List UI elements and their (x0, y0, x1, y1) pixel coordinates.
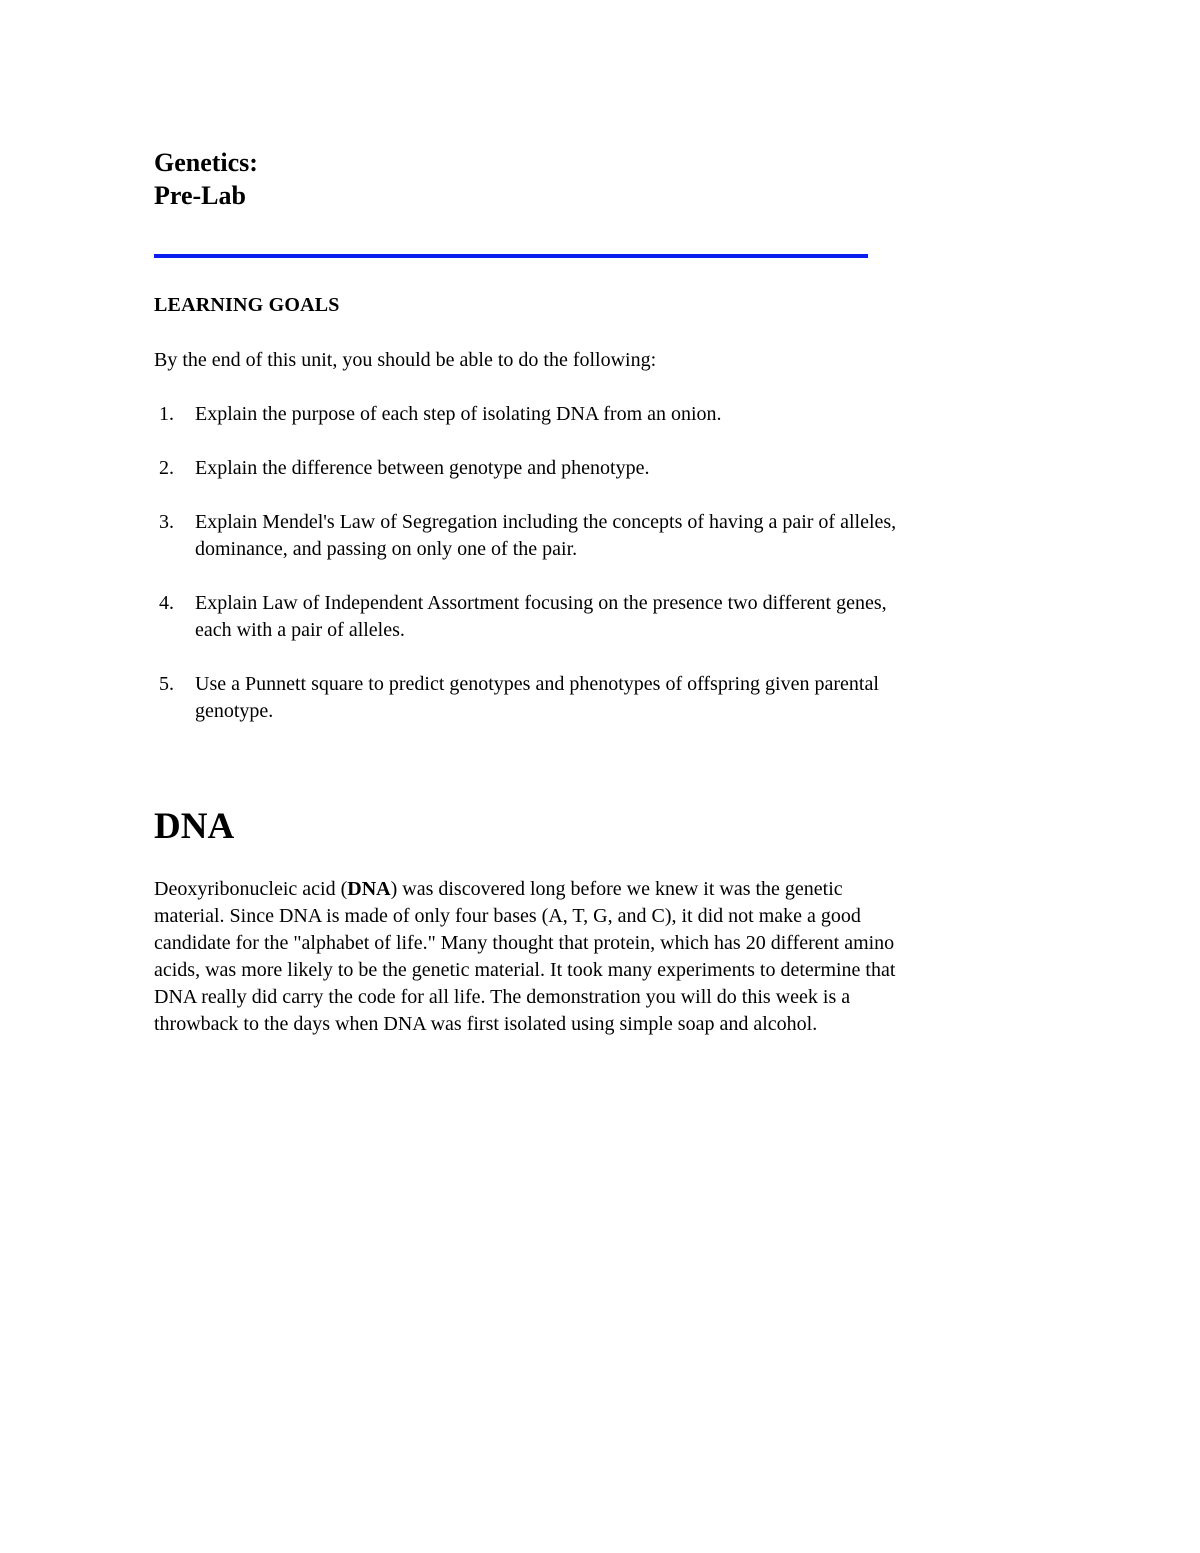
list-item (154, 401, 1044, 428)
title-line-2: Pre-Lab (154, 181, 246, 210)
list-item-text: Explain Mendel's Law of Segregation including the concepts of having a pair of alleles, (195, 511, 897, 533)
list-item-text: Use a Punnett square to predict genotypes and phenotypes of offspring given parental (195, 673, 879, 695)
dna-paragraph-line: candidate for the "alphabet of life." Many thought that protein, which has 20 different amino (154, 932, 895, 954)
dna-paragraph-line: DNA really did carry the code for all life. The demonstration you will do this week is a (154, 986, 851, 1008)
list-item-number: 4. (159, 592, 174, 614)
dna-paragraph-line: material. Since DNA is made of only four bases (A, T, G, and C), it did not make a good (154, 905, 861, 927)
title-divider (154, 254, 868, 258)
list-item-text: Explain Law of Independent Assortment focusing on the presence two different genes, (195, 592, 887, 614)
list-item-text-continued: dominance, and passing on only one of the pair. (195, 538, 578, 560)
list-item-text-continued: each with a pair of alleles. (195, 619, 405, 641)
page-title (154, 146, 854, 212)
list-item (154, 671, 1044, 725)
dna-paragraph-text: Deoxyribonucleic acid ( (154, 878, 348, 900)
list-item (154, 455, 1044, 482)
list-item (154, 590, 1044, 644)
list-item-text: Explain the difference between genotype and phenotype. (195, 457, 650, 479)
dna-paragraph (154, 876, 1049, 1038)
list-item-number: 1. (159, 403, 174, 425)
list-item-number: 2. (159, 457, 174, 479)
learning-goals-list (154, 401, 1044, 752)
title-line-1: Genetics: (154, 148, 258, 177)
dna-bold-term: DNA (347, 878, 391, 900)
learning-goals-intro: By the end of this unit, you should be able to do the following: (154, 349, 657, 371)
dna-paragraph-line: acids, was more likely to be the genetic material. It took many experiments to determine that (154, 959, 896, 981)
dna-paragraph-text: ) was discovered long before we knew it was the genetic (390, 878, 843, 900)
dna-section-heading: DNA (154, 806, 235, 847)
list-item-text-continued: genotype. (195, 700, 274, 722)
list-item-text: Explain the purpose of each step of isolating DNA from an onion. (195, 403, 722, 425)
list-item-number: 5. (159, 673, 174, 695)
dna-paragraph-line: throwback to the days when DNA was first isolated using simple soap and alcohol. (154, 1013, 818, 1035)
learning-goals-heading: LEARNING GOALS (154, 294, 340, 316)
list-item (154, 509, 1044, 563)
list-item-number: 3. (159, 511, 174, 533)
dna-paragraph-line (154, 876, 1049, 903)
